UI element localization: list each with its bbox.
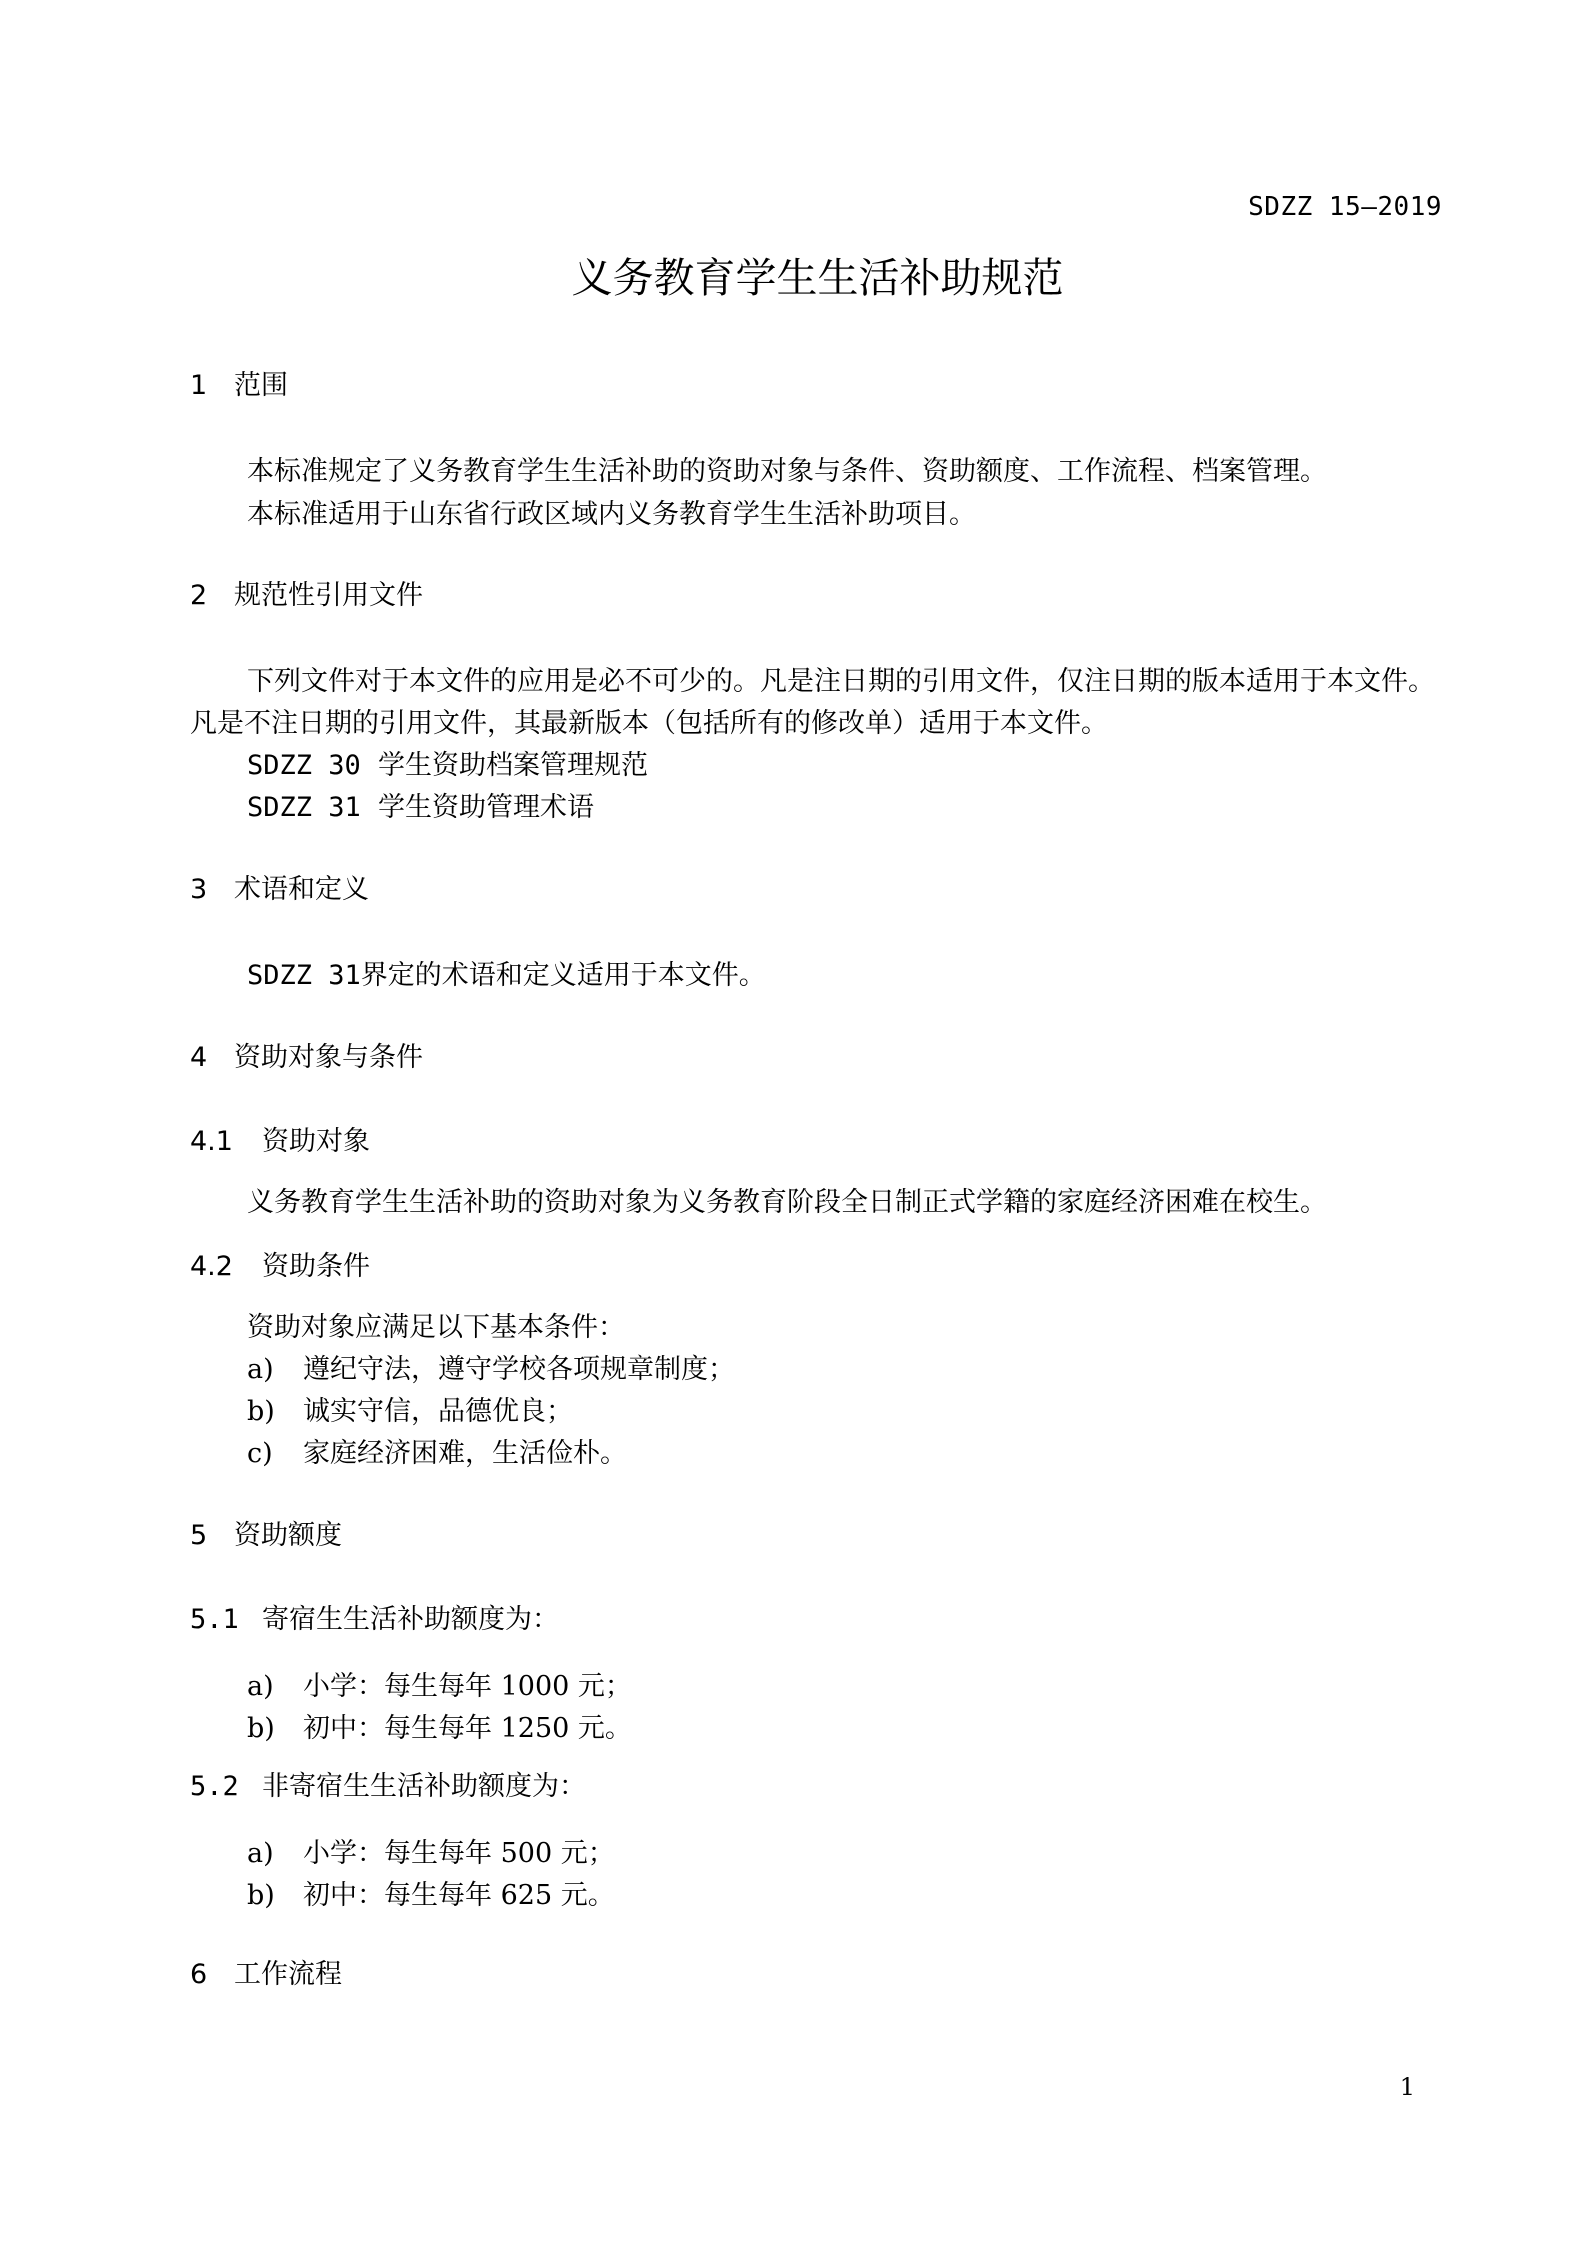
- list-item: [247, 1389, 573, 1428]
- reference-code: SDZZ 30: [247, 750, 361, 781]
- paragraph: 本标准适用于山东省行政区域内义务教育学生生活补助项目。: [247, 499, 976, 530]
- paragraph: 义务教育学生生活补助的资助对象为义务教育阶段全日制正式学籍的家庭经济困难在校生。: [247, 1187, 1327, 1218]
- section-number: 4: [190, 1042, 208, 1073]
- list-item-text: 初中：每生每年 625 元。: [303, 1880, 615, 1911]
- paragraph: 资助对象应满足以下基本条件：: [247, 1312, 625, 1343]
- list-item: [247, 1873, 615, 1912]
- paragraph: 下列文件对于本文件的应用是必不可少的。凡是注日期的引用文件，仅注日期的版本适用于本文件。: [247, 666, 1435, 697]
- section-title: 工作流程: [234, 1959, 342, 1990]
- list-item: [247, 1831, 615, 1870]
- list-item-text: 诚实守信，品德优良；: [303, 1396, 573, 1427]
- paragraph: [247, 953, 766, 992]
- section-1-heading: [190, 363, 288, 402]
- reference-title: 学生资助档案管理规范: [377, 750, 648, 781]
- list-item-text: 初中：每生每年 1250 元。: [303, 1713, 632, 1744]
- subsection-5-1: [190, 1597, 559, 1636]
- section-number: 3: [190, 874, 208, 905]
- section-5-heading: [190, 1513, 342, 1552]
- section-6-heading: [190, 1952, 342, 1991]
- reference-code: SDZZ 31: [247, 960, 361, 991]
- subsection-5-2: [190, 1764, 586, 1803]
- subsection-title: 资助对象: [262, 1126, 370, 1157]
- section-number: 2: [190, 580, 208, 611]
- reference-item: [247, 743, 648, 782]
- reference-title: 学生资助管理术语: [377, 792, 594, 823]
- subsection-number: 5.1: [190, 1604, 239, 1635]
- section-number: 5: [190, 1520, 208, 1551]
- subsection-4-1-heading: [190, 1119, 370, 1158]
- page-number: 1: [1399, 2073, 1415, 2101]
- list-item-text: 遵纪守法，遵守学校各项规章制度；: [303, 1354, 735, 1385]
- subsection-title: 资助条件: [262, 1251, 370, 1282]
- list-item-text: 小学：每生每年 1000 元；: [303, 1671, 632, 1702]
- subsection-text: 寄宿生生活补助额度为：: [262, 1604, 559, 1635]
- subsection-number: 4.1: [190, 1126, 233, 1157]
- section-number: 1: [190, 370, 208, 401]
- subsection-text: 非寄宿生生活补助额度为：: [262, 1771, 586, 1802]
- section-title: 范围: [234, 370, 288, 401]
- section-3-heading: [190, 867, 369, 906]
- document-number: SDZZ 15—2019: [1248, 192, 1442, 222]
- subsection-number: 4.2: [190, 1251, 233, 1282]
- list-marker: a): [247, 1354, 274, 1385]
- section-title: 资助对象与条件: [234, 1042, 423, 1073]
- section-title: 规范性引用文件: [234, 580, 423, 611]
- subsection-4-2-heading: [190, 1244, 370, 1283]
- section-2-heading: [190, 573, 423, 612]
- list-marker: b): [247, 1880, 275, 1911]
- list-item: [247, 1431, 627, 1470]
- list-marker: a): [247, 1838, 274, 1869]
- list-item: [247, 1347, 735, 1386]
- paragraph: 凡是不注日期的引用文件，其最新版本（包括所有的修改单）适用于本文件。: [190, 708, 1108, 739]
- list-item: [247, 1706, 632, 1745]
- list-item-text: 家庭经济困难，生活俭朴。: [303, 1438, 627, 1469]
- list-item: [247, 1664, 632, 1703]
- list-marker: c): [247, 1438, 273, 1469]
- section-title: 资助额度: [234, 1520, 342, 1551]
- list-item-text: 小学：每生每年 500 元；: [303, 1838, 615, 1869]
- section-4-heading: [190, 1035, 423, 1074]
- section-title: 术语和定义: [234, 874, 369, 905]
- document-title: 义务教育学生生活补助规范: [571, 254, 1064, 302]
- section-number: 6: [190, 1959, 208, 1990]
- subsection-number: 5.2: [190, 1771, 239, 1802]
- list-marker: b): [247, 1396, 275, 1427]
- reference-code: SDZZ 31: [247, 792, 361, 823]
- paragraph: 本标准规定了义务教育学生生活补助的资助对象与条件、资助额度、工作流程、档案管理。: [247, 456, 1327, 487]
- list-marker: a): [247, 1671, 274, 1702]
- reference-item: [247, 785, 594, 824]
- paragraph-text: 界定的术语和定义适用于本文件。: [360, 960, 766, 991]
- list-marker: b): [247, 1713, 275, 1744]
